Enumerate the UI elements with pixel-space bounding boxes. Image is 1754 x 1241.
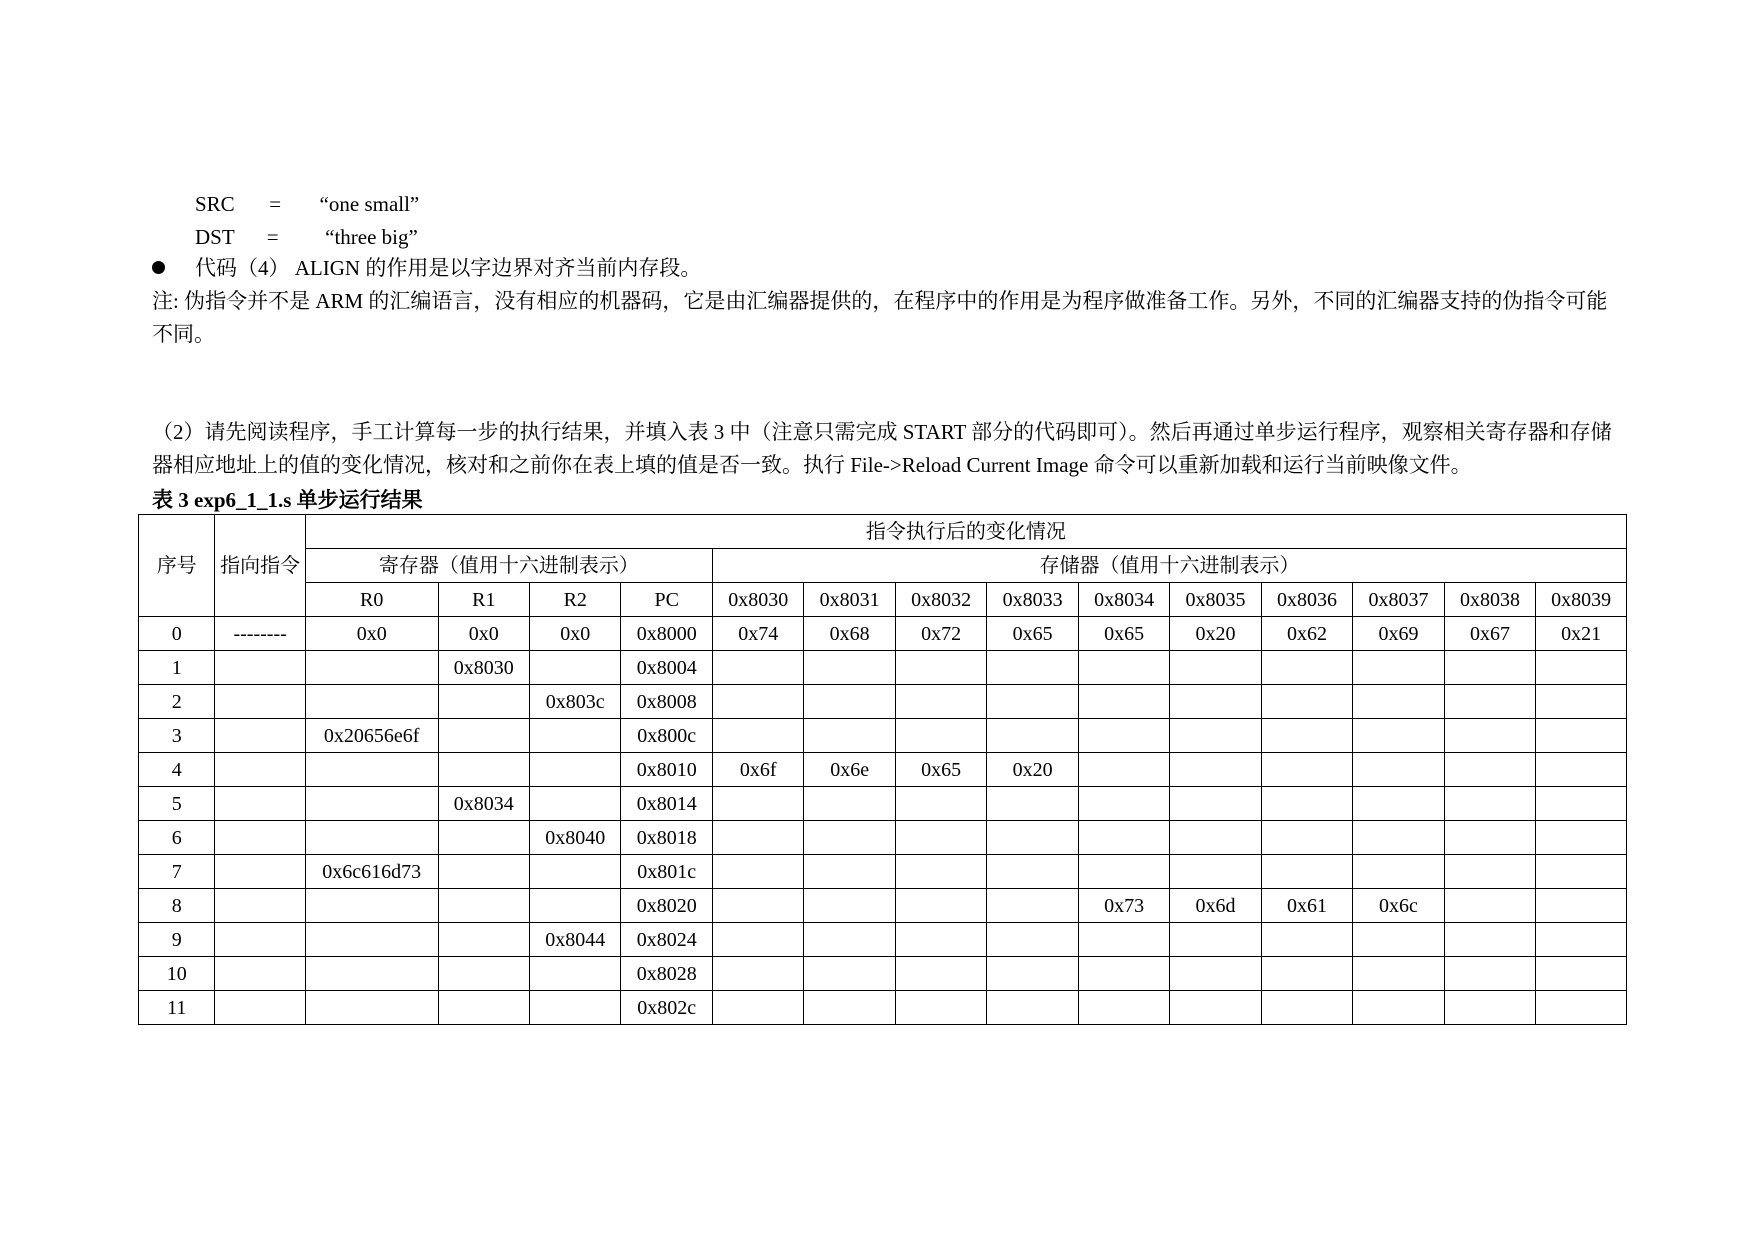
- table-cell: [1353, 957, 1444, 991]
- table-cell: [1078, 685, 1169, 719]
- table-cell: [1261, 719, 1352, 753]
- col-header-cell: 0x8039: [1536, 583, 1627, 617]
- table-cell: [1536, 787, 1627, 821]
- table-cell: [1078, 787, 1169, 821]
- table-caption: 表 3 exp6_1_1.s 单步运行结果: [152, 488, 423, 512]
- table-cell: [1170, 923, 1261, 957]
- table-cell: [987, 957, 1078, 991]
- col-header-cell: R0: [305, 583, 438, 617]
- table-cell: [1444, 787, 1535, 821]
- table-cell: [215, 991, 305, 1025]
- table-cell: [987, 719, 1078, 753]
- table-cell: 0x8010: [621, 753, 712, 787]
- table-cell: 0x67: [1444, 617, 1535, 651]
- table-cell: [305, 889, 438, 923]
- table-cell: [804, 821, 895, 855]
- table-cell: 10: [139, 957, 215, 991]
- table-cell: [895, 991, 986, 1025]
- table-cell: [1170, 821, 1261, 855]
- table-cell: [1261, 821, 1352, 855]
- col-header-cell: R2: [530, 583, 621, 617]
- table-cell: [1353, 685, 1444, 719]
- table-row: [139, 787, 1627, 821]
- table-cell: [215, 651, 305, 685]
- table-cell: 0x8000: [621, 617, 712, 651]
- table-cell: [1444, 651, 1535, 685]
- table-cell: [804, 787, 895, 821]
- table-cell: [1536, 821, 1627, 855]
- table-cell: [305, 787, 438, 821]
- table-cell: [895, 821, 986, 855]
- def-dst-eq: =: [266, 225, 279, 249]
- table-row: [139, 753, 1627, 787]
- col-header-cell: 0x8032: [895, 583, 986, 617]
- table-cell: [1444, 821, 1535, 855]
- table-cell: [1353, 651, 1444, 685]
- table-cell: [1353, 719, 1444, 753]
- table-cell: [712, 957, 803, 991]
- table-cell: 0x8004: [621, 651, 712, 685]
- table-cell: [215, 685, 305, 719]
- table-cell: [804, 923, 895, 957]
- table-cell: [1078, 991, 1169, 1025]
- table-cell: [712, 719, 803, 753]
- table-cell: [1444, 685, 1535, 719]
- table-cell: [1261, 787, 1352, 821]
- table-cell: [1170, 719, 1261, 753]
- col-header-cell: R1: [438, 583, 529, 617]
- table-cell: [1170, 787, 1261, 821]
- table-cell: [1444, 719, 1535, 753]
- table-cell: [1536, 889, 1627, 923]
- table-cell: 0x8014: [621, 787, 712, 821]
- table-cell: [1170, 753, 1261, 787]
- bullet-dot-icon: [152, 261, 165, 274]
- table-cell: 0x74: [712, 617, 803, 651]
- table-cell: [215, 889, 305, 923]
- table-cell: 0x6f: [712, 753, 803, 787]
- table-cell: [895, 719, 986, 753]
- table-cell: [1353, 855, 1444, 889]
- table-cell: 0x61: [1261, 889, 1352, 923]
- table-cell: [1170, 991, 1261, 1025]
- table-cell: [215, 923, 305, 957]
- table-row: [139, 855, 1627, 889]
- table-cell: 0x800c: [621, 719, 712, 753]
- table-cell: [804, 719, 895, 753]
- table-cell: 0x8028: [621, 957, 712, 991]
- table-cell: 0x6c: [1353, 889, 1444, 923]
- table-cell: [1078, 753, 1169, 787]
- table-cell: [1536, 753, 1627, 787]
- table-row: [139, 923, 1627, 957]
- table-cell: [1078, 651, 1169, 685]
- table-cell: [987, 685, 1078, 719]
- table-cell: [438, 821, 529, 855]
- table-cell: [712, 821, 803, 855]
- table-cell: [1078, 719, 1169, 753]
- table-cell: [895, 651, 986, 685]
- table-cell: [1170, 957, 1261, 991]
- table-row: [139, 889, 1627, 923]
- table-cell: [1353, 923, 1444, 957]
- col-header-cell: 0x8030: [712, 583, 803, 617]
- def-src-eq: =: [269, 192, 282, 216]
- table-cell: [1353, 753, 1444, 787]
- table-cell: 0x69: [1353, 617, 1444, 651]
- table-cell: [804, 889, 895, 923]
- table-cell: 0x8040: [530, 821, 621, 855]
- table-cell: [1261, 855, 1352, 889]
- table-cell: 0x65: [1078, 617, 1169, 651]
- table-cell: [1261, 991, 1352, 1025]
- table-row: [139, 991, 1627, 1025]
- table-row: [139, 719, 1627, 753]
- table-cell: 0x8030: [438, 651, 529, 685]
- col-header-cell: 0x8033: [987, 583, 1078, 617]
- table-cell: [1261, 685, 1352, 719]
- note-paragraph: 注: 伪指令并不是 ARM 的汇编语言，没有相应的机器码，它是由汇编器提供的，在程序中的作用是为程序做准备工作。另外，不同的汇编器支持的伪指令可能不同。: [152, 289, 1608, 346]
- table-cell: [1261, 957, 1352, 991]
- table-cell: [1078, 855, 1169, 889]
- table-cell: [895, 855, 986, 889]
- table-cell: 0x62: [1261, 617, 1352, 651]
- table-cell: [215, 787, 305, 821]
- table-cell: [1536, 685, 1627, 719]
- table-cell: [1536, 923, 1627, 957]
- table-row: [139, 651, 1627, 685]
- table-cell: 0x8020: [621, 889, 712, 923]
- header-seq: 序号: [139, 515, 215, 617]
- table-cell: 0x20: [1170, 617, 1261, 651]
- table-cell: [305, 651, 438, 685]
- table-cell: [987, 923, 1078, 957]
- table-cell: [712, 889, 803, 923]
- table-cell: [215, 719, 305, 753]
- table-cell: 1: [139, 651, 215, 685]
- table-cell: 0x802c: [621, 991, 712, 1025]
- header-changes: 指令执行后的变化情况: [305, 515, 1626, 549]
- table-cell: 0x68: [804, 617, 895, 651]
- table-cell: [1444, 991, 1535, 1025]
- table-cell: [1536, 991, 1627, 1025]
- table-cell: [804, 651, 895, 685]
- table-cell: [438, 685, 529, 719]
- table-cell: 8: [139, 889, 215, 923]
- table-cell: [1536, 719, 1627, 753]
- col-header-cell: 0x8031: [804, 583, 895, 617]
- table-cell: [438, 719, 529, 753]
- col-header-cell: 0x8037: [1353, 583, 1444, 617]
- table-cell: [530, 991, 621, 1025]
- def-dst-value: “three big”: [325, 225, 418, 249]
- table-cell: [1444, 855, 1535, 889]
- col-header-cell: PC: [621, 583, 712, 617]
- table-cell: [530, 753, 621, 787]
- table-cell: [305, 685, 438, 719]
- table-cell: [215, 821, 305, 855]
- table-cell: [1261, 923, 1352, 957]
- table-cell: 4: [139, 753, 215, 787]
- bullet-text: 代码（4） ALIGN 的作用是以字边界对齐当前内存段。: [195, 256, 702, 280]
- table-cell: 0x8018: [621, 821, 712, 855]
- table-cell: [804, 957, 895, 991]
- def-src-value: “one small”: [319, 192, 420, 216]
- table-cell: [438, 855, 529, 889]
- table-cell: 0x8024: [621, 923, 712, 957]
- table-cell: 0x6e: [804, 753, 895, 787]
- table-cell: [305, 753, 438, 787]
- table-cell: [712, 991, 803, 1025]
- table-cell: [712, 855, 803, 889]
- table-cell: [1444, 753, 1535, 787]
- table-cell: [215, 753, 305, 787]
- table-cell: [804, 685, 895, 719]
- instruction-paragraph: （2）请先阅读程序，手工计算每一步的执行结果，并填入表 3 中（注意只需完成 START 部分的代码即可）。然后再通过单步运行程序，观察相关寄存器和存储器相应地址上的值的变化情况，核对和之前你在表上填的值是否一致。执行 File->Reload Current Image 命令可以重新加载和运行当前映像文件。: [152, 420, 1612, 477]
- table-cell: [1078, 957, 1169, 991]
- col-header-cell: 0x8038: [1444, 583, 1535, 617]
- table-cell: [1353, 821, 1444, 855]
- table-cell: 0x8034: [438, 787, 529, 821]
- table-cell: [530, 719, 621, 753]
- table-cell: [1536, 651, 1627, 685]
- table-cell: 3: [139, 719, 215, 753]
- table-cell: 0x0: [530, 617, 621, 651]
- table-cell: [895, 685, 986, 719]
- table-cell: 0x20: [987, 753, 1078, 787]
- table-cell: 9: [139, 923, 215, 957]
- table-row: [139, 821, 1627, 855]
- table-cell: 0x20656e6f: [305, 719, 438, 753]
- header-registers: 寄存器（值用十六进制表示）: [305, 549, 712, 583]
- table-cell: [987, 821, 1078, 855]
- table-cell: --------: [215, 617, 305, 651]
- table-cell: [1353, 991, 1444, 1025]
- def-dst-name: DST: [195, 225, 235, 249]
- table-cell: [438, 889, 529, 923]
- table-cell: 0x6c616d73: [305, 855, 438, 889]
- table-cell: [1444, 957, 1535, 991]
- table-cell: [712, 651, 803, 685]
- table-cell: 0x801c: [621, 855, 712, 889]
- table-cell: [1078, 821, 1169, 855]
- table-row: [139, 957, 1627, 991]
- header-memory: 存储器（值用十六进制表示）: [712, 549, 1626, 583]
- table-cell: [438, 923, 529, 957]
- col-header-cell: 0x8036: [1261, 583, 1352, 617]
- table-cell: [804, 855, 895, 889]
- table-row: [139, 685, 1627, 719]
- table-cell: [1261, 753, 1352, 787]
- table-cell: [1536, 957, 1627, 991]
- table-cell: [530, 651, 621, 685]
- table-cell: [1170, 855, 1261, 889]
- table-cell: 0x65: [987, 617, 1078, 651]
- table-cell: [438, 957, 529, 991]
- table-cell: [1078, 923, 1169, 957]
- table-row: [139, 617, 1627, 651]
- col-header-cell: 0x8034: [1078, 583, 1169, 617]
- table-cell: 6: [139, 821, 215, 855]
- table-cell: 0x65: [895, 753, 986, 787]
- table-cell: 0: [139, 617, 215, 651]
- table-cell: [987, 889, 1078, 923]
- table-cell: [438, 753, 529, 787]
- table-cell: [1353, 787, 1444, 821]
- table-cell: [895, 923, 986, 957]
- def-src: [195, 192, 419, 216]
- table-cell: [712, 685, 803, 719]
- table-cell: 11: [139, 991, 215, 1025]
- table-cell: [895, 787, 986, 821]
- table-cell: [895, 957, 986, 991]
- table-cell: [1170, 685, 1261, 719]
- table-cell: 5: [139, 787, 215, 821]
- col-header-cell: 0x8035: [1170, 583, 1261, 617]
- table-cell: [1261, 651, 1352, 685]
- table-cell: [530, 889, 621, 923]
- header-row-1: [139, 515, 1627, 549]
- table-cell: [987, 651, 1078, 685]
- table-cell: [530, 787, 621, 821]
- table-cell: [305, 957, 438, 991]
- step-results-table: [138, 514, 1627, 1025]
- table-cell: [1444, 889, 1535, 923]
- def-dst: [195, 225, 418, 249]
- table-cell: 0x6d: [1170, 889, 1261, 923]
- table-cell: [530, 855, 621, 889]
- table-cell: 7: [139, 855, 215, 889]
- table-cell: [1536, 855, 1627, 889]
- table-cell: [804, 991, 895, 1025]
- table-cell: [438, 991, 529, 1025]
- table-cell: [895, 889, 986, 923]
- table-cell: 0x21: [1536, 617, 1627, 651]
- table-cell: [305, 923, 438, 957]
- table-cell: 2: [139, 685, 215, 719]
- table-cell: [712, 923, 803, 957]
- table-cell: [987, 991, 1078, 1025]
- table-cell: [1170, 651, 1261, 685]
- header-instr: 指向指令: [215, 515, 305, 617]
- table-cell: 0x803c: [530, 685, 621, 719]
- table-cell: 0x0: [305, 617, 438, 651]
- table-cell: 0x8008: [621, 685, 712, 719]
- header-row-3: [139, 583, 1627, 617]
- header-row-2: [139, 549, 1627, 583]
- table-cell: [305, 991, 438, 1025]
- table-cell: [987, 855, 1078, 889]
- table-cell: [530, 957, 621, 991]
- table-cell: [305, 821, 438, 855]
- table-cell: 0x0: [438, 617, 529, 651]
- table-cell: 0x73: [1078, 889, 1169, 923]
- table-cell: [215, 957, 305, 991]
- table-cell: [1444, 923, 1535, 957]
- table-body: [139, 515, 1627, 1025]
- table-cell: 0x72: [895, 617, 986, 651]
- table-cell: [215, 855, 305, 889]
- def-src-name: SRC: [195, 192, 235, 216]
- table-cell: [712, 787, 803, 821]
- table-cell: [987, 787, 1078, 821]
- table-cell: 0x8044: [530, 923, 621, 957]
